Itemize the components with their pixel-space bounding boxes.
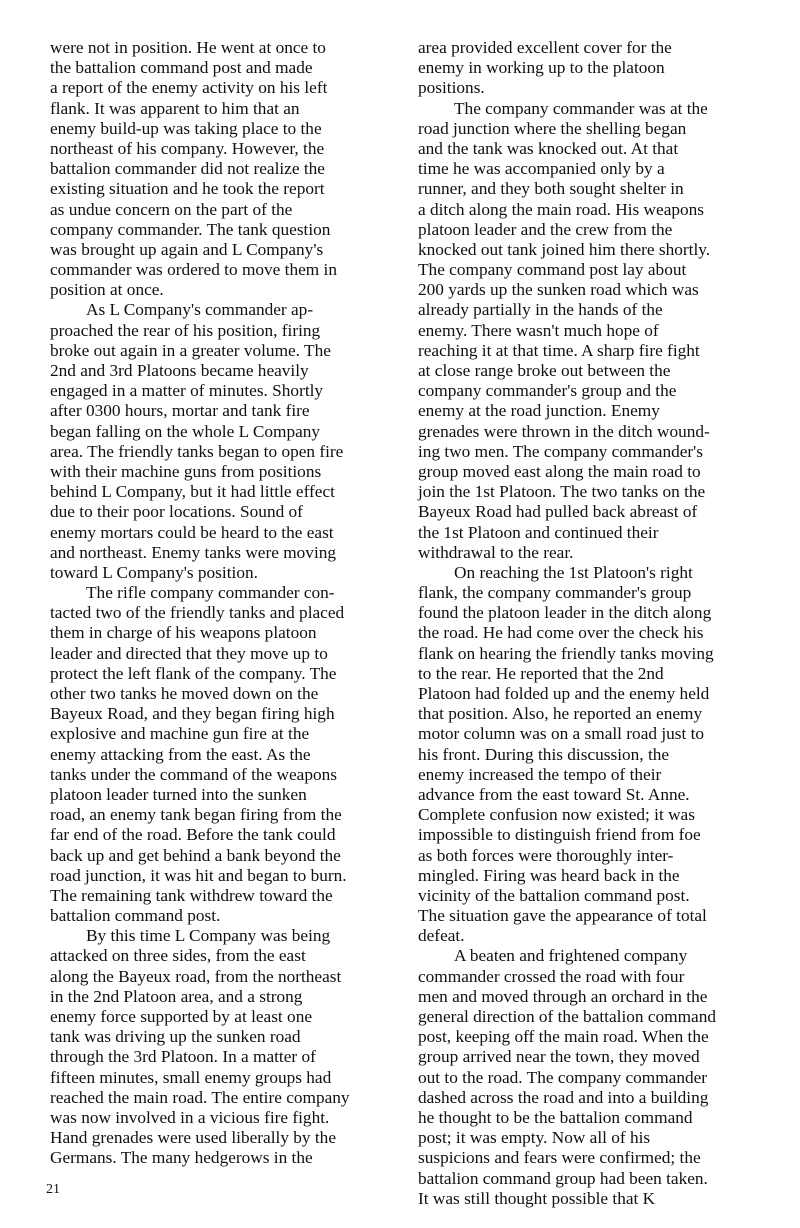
text-line: a report of the enemy activity on his left: [50, 78, 328, 98]
text-line: the road. He had come over the check his: [418, 623, 704, 643]
text-line: runner, and they both sought shelter in: [418, 179, 684, 199]
text-line: and the tank was knocked out. At that: [418, 138, 679, 158]
text-line: behind L Company, but it had little effect: [50, 482, 335, 502]
text-line: The remaining tank withdrew toward the: [50, 885, 333, 905]
text-line: The company commander was at the: [454, 98, 708, 118]
text-line: through the 3rd Platoon. In a matter of: [50, 1047, 316, 1067]
text-line: grenades were thrown in the ditch wound-: [418, 421, 710, 441]
text-line: northeast of his company. However, the: [50, 138, 325, 158]
text-line: vicinity of the battalion command post.: [418, 885, 690, 905]
text-line: engaged in a matter of minutes. Shortly: [50, 381, 324, 401]
text-line: broke out again in a greater volume. The: [50, 340, 331, 360]
text-line: mingled. Firing was heard back in the: [418, 865, 680, 885]
text-line: enemy mortars could be heard to the east: [50, 522, 334, 542]
text-line: area provided excellent cover for the: [418, 38, 672, 57]
text-line: road junction, it was hit and began to burn.: [50, 865, 347, 885]
text-line: men and moved through an orchard in the: [418, 986, 708, 1006]
text-line: began falling on the whole L Company: [50, 421, 321, 441]
text-line: tank was driving up the sunken road: [50, 1027, 301, 1047]
text-line: attacked on three sides, from the east: [50, 946, 306, 966]
text-line: at close range broke out between the: [418, 361, 671, 380]
text-line: enemy force supported by at least one: [50, 1007, 313, 1026]
text-line: in the 2nd Platoon area, and a strong: [50, 986, 303, 1006]
text-line: leader and directed that they move up to: [50, 643, 328, 663]
text-line: commander was ordered to move them in: [50, 260, 337, 280]
text-line: were not in position. He went at once to: [50, 38, 326, 57]
text-line: as both forces were thoroughly inter-: [418, 845, 674, 865]
text-line: back up and get behind a bank beyond the: [50, 845, 341, 865]
text-line: Platoon had folded up and the enemy held: [418, 684, 710, 703]
text-line: group arrived near the town, they moved: [418, 1047, 700, 1067]
text-line: Germans. The many hedgerows in the: [50, 1148, 313, 1168]
text-line: to the rear. He reported that the 2nd: [418, 663, 664, 683]
text-line: time he was accompanied only by a: [418, 159, 665, 179]
text-line: A beaten and frightened company: [454, 946, 688, 966]
text-line: flank, the company commander's group: [418, 583, 692, 603]
text-line: Complete confusion now existed; it was: [418, 805, 695, 825]
text-line: already partially in the hands of the: [418, 300, 663, 320]
text-line: the 1st Platoon and continued their: [418, 522, 659, 542]
text-line: 200 yards up the sunken road which was: [418, 280, 699, 300]
text-line: The company command post lay about: [418, 260, 687, 280]
text-line: he thought to be the battalion command: [418, 1107, 693, 1127]
text-line: Bayeux Road had pulled back abreast of: [418, 502, 698, 522]
text-line: The rifle company commander con-: [86, 583, 335, 603]
text-line: motor column was on a small road just to: [418, 724, 705, 744]
text-line: commander crossed the road with four: [418, 966, 685, 986]
text-line: enemy in working up to the platoon: [418, 58, 665, 78]
text-line: was now involved in a vicious fire fight.: [50, 1107, 330, 1127]
text-line: explosive and machine gun fire at the: [50, 724, 310, 744]
text-line: existing situation and he took the report: [50, 179, 325, 199]
text-line: along the Bayeux road, from the northeast: [50, 966, 342, 986]
text-line: battalion command group had been taken.: [418, 1168, 708, 1188]
text-line: post, keeping off the main road. When the: [418, 1027, 709, 1047]
right-text-column: [418, 38, 762, 1209]
text-line: knocked out tank joined him there shortly.: [418, 239, 711, 259]
text-line: after 0300 hours, mortar and tank fire: [50, 401, 310, 421]
text-line: Bayeux Road, and they began firing high: [50, 704, 335, 724]
text-line: enemy increased the tempo of their: [418, 764, 662, 784]
page-number: 21: [46, 1182, 60, 1197]
text-line: area. The friendly tanks began to open fire: [50, 441, 344, 461]
text-line: The situation gave the appearance of total: [418, 906, 707, 926]
text-line: fifteen minutes, small enemy groups had: [50, 1067, 332, 1087]
text-line: post; it was empty. Now all of his: [418, 1128, 651, 1148]
text-line: them in charge of his weapons platoon: [50, 623, 317, 643]
text-line: his front. During this discussion, the: [418, 744, 670, 764]
text-line: battalion commander did not realize the: [50, 159, 325, 179]
text-line: enemy build-up was taking place to the: [50, 118, 322, 138]
text-line: join the 1st Platoon. The two tanks on the: [418, 482, 706, 502]
text-line: group moved east along the main road to: [418, 461, 701, 481]
text-line: impossible to distinguish friend from foe: [418, 825, 701, 845]
text-line: out to the road. The company commander: [418, 1067, 708, 1087]
text-line: It was still thought possible that K: [418, 1188, 656, 1208]
text-line: positions.: [418, 78, 485, 98]
text-line: found the platoon leader in the ditch along: [418, 603, 712, 623]
text-line: By this time L Company was being: [86, 926, 331, 946]
text-line: company commander's group and the: [418, 381, 677, 401]
text-line: due to their poor locations. Sound of: [50, 502, 303, 522]
text-line: battalion command post.: [50, 906, 221, 926]
text-line: other two tanks he moved down on the: [50, 684, 319, 703]
text-line: dashed across the road and into a building: [418, 1087, 709, 1107]
text-line: flank. It was apparent to him that an: [50, 98, 300, 118]
text-line: platoon leader and the crew from the: [418, 219, 673, 239]
text-line: as undue concern on the part of the: [50, 199, 293, 219]
text-line: toward L Company's position.: [50, 562, 258, 582]
text-line: with their machine guns from positions: [50, 461, 322, 481]
text-line: withdrawal to the rear.: [418, 542, 574, 562]
text-line: road junction where the shelling began: [418, 118, 687, 138]
text-line: enemy at the road junction. Enemy: [418, 401, 660, 421]
text-line: suspicions and fears were confirmed; the: [418, 1148, 701, 1168]
text-line: that position. Also, he reported an enemy: [418, 704, 703, 724]
text-line: protect the left flank of the company. The: [50, 663, 337, 683]
left-text-column: [50, 38, 390, 1169]
text-line: was brought up again and L Company's: [50, 239, 324, 259]
text-line: tacted two of the friendly tanks and placed: [50, 603, 345, 623]
text-line: Hand grenades were used liberally by the: [50, 1128, 336, 1148]
text-line: reaching it at that time. A sharp fire fight: [418, 340, 700, 360]
text-line: enemy attacking from the east. As the: [50, 744, 311, 764]
text-line: defeat.: [418, 926, 465, 946]
text-line: proached the rear of his position, firing: [50, 320, 321, 340]
text-line: company commander. The tank question: [50, 219, 331, 239]
text-line: 2nd and 3rd Platoons became heavily: [50, 361, 309, 380]
text-line: flank on hearing the friendly tanks moving: [418, 643, 714, 663]
text-line: platoon leader turned into the sunken: [50, 784, 307, 804]
text-line: ing two men. The company commander's: [418, 441, 703, 461]
text-line: far end of the road. Before the tank could: [50, 825, 336, 845]
text-line: reached the main road. The entire company: [50, 1087, 350, 1107]
text-line: general direction of the battalion command: [418, 1007, 716, 1026]
text-line: position at once.: [50, 280, 164, 300]
text-line: a ditch along the main road. His weapons: [418, 199, 705, 219]
text-line: road, an enemy tank began firing from the: [50, 805, 342, 825]
text-line: As L Company's commander ap-: [86, 300, 314, 320]
text-line: the battalion command post and made: [50, 58, 313, 78]
text-line: enemy. There wasn't much hope of: [418, 320, 659, 340]
text-line: On reaching the 1st Platoon's right: [454, 562, 693, 582]
text-line: tanks under the command of the weapons: [50, 764, 337, 784]
text-line: advance from the east toward St. Anne.: [418, 784, 690, 804]
text-line: and northeast. Enemy tanks were moving: [50, 542, 337, 562]
